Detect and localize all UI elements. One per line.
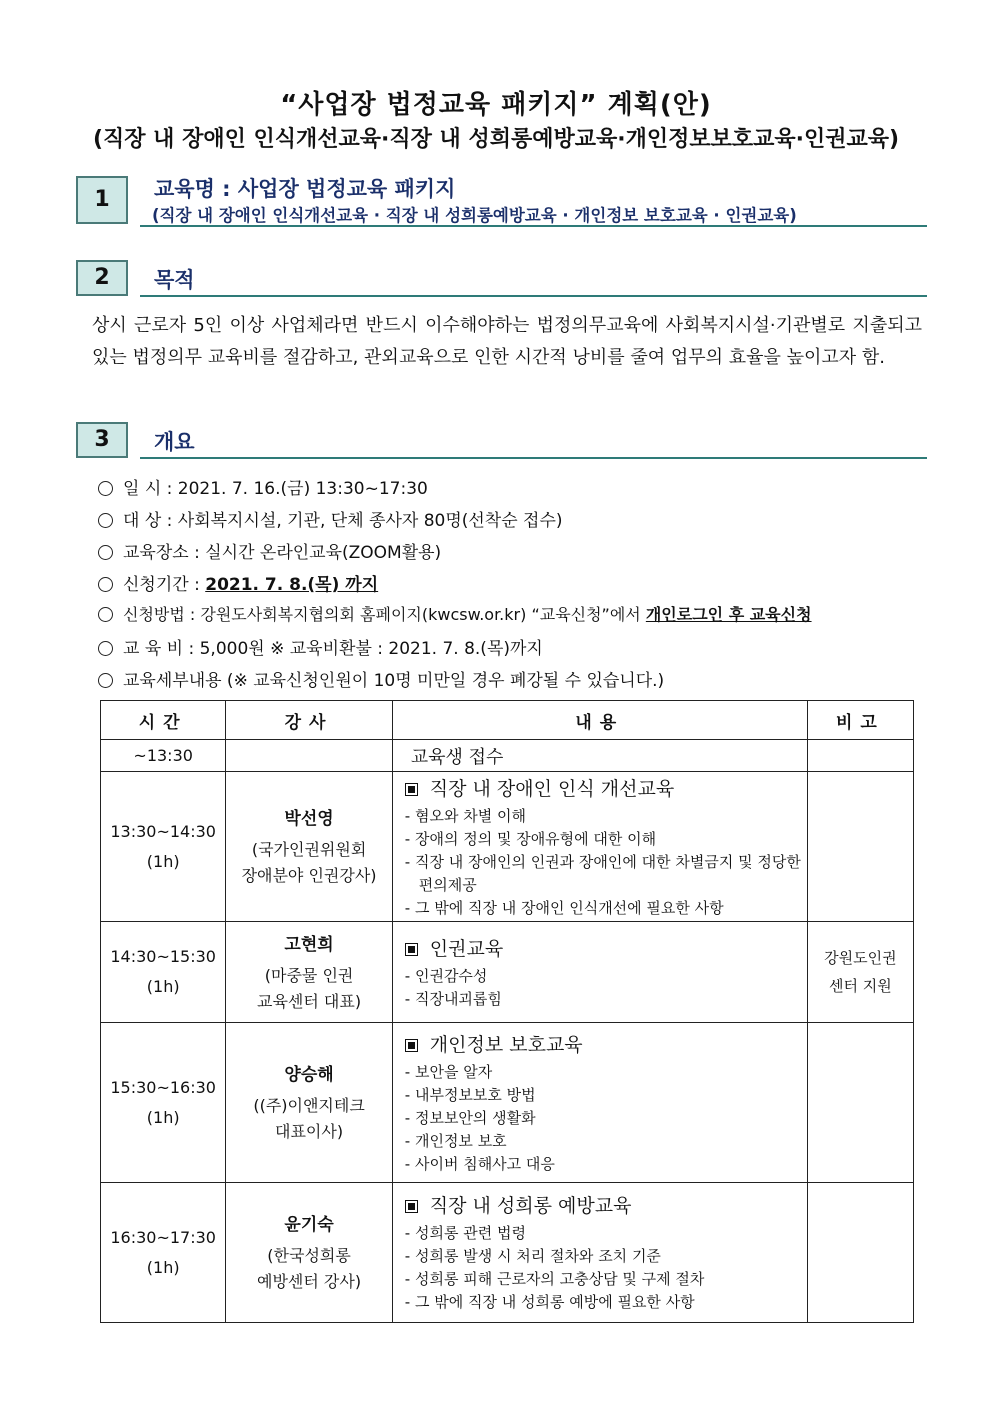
overview-target: 대 상 : 사회복지시설, 기관, 단체 종사자 80명(선착순 접수): [98, 506, 563, 531]
overview-place: 교육장소 : 실시간 온라인교육(ZOOM활용): [98, 538, 441, 563]
row-time: 16:30~17:30: [110, 1227, 216, 1247]
section3-divider: [140, 457, 927, 459]
list-item: - 직장 내 장애인의 인권과 장애인에 대한 차별금지 및 정당한 편의제공: [404, 852, 801, 894]
content-items: [405, 965, 807, 1011]
list-item: - 사이버 침해사고 대응: [404, 1154, 555, 1173]
overview-date: 일 시 : 2021. 7. 16.(금) 13:30~17:30: [98, 474, 428, 499]
instructor-org: (국가인권위원회: [251, 840, 367, 859]
section-number-3: 3: [76, 422, 128, 458]
filled-square-icon: [405, 943, 418, 956]
table-header-row: [101, 701, 914, 740]
list-item: - 성희롱 피해 근로자의 고충상담 및 구제 절차: [404, 1270, 705, 1288]
header-note: 비고: [807, 701, 913, 740]
section3-title: 개요: [154, 430, 195, 454]
row-duration: (1h): [146, 1107, 180, 1127]
table-row: [101, 1023, 914, 1183]
section1-subtitle: (직장 내 장애인 인식개선교육 · 직장 내 성희롱예방교육 · 개인정보 보호교육 · 인권교육): [152, 206, 797, 225]
method-highlight: 개인로그인 후 교육신청: [645, 605, 812, 624]
row-duration: (1h): [146, 1257, 180, 1277]
list-item: - 혐오와 차별 이해: [404, 806, 526, 825]
instructor-name: 박선영: [284, 809, 334, 829]
content-title: 인권교육: [405, 934, 807, 961]
instructor-name: 고현희: [284, 934, 334, 955]
row-time: 13:30~14:30: [110, 821, 216, 841]
list-item: - 그 밖에 직장 내 장애인 인식개선에 필요한 사항: [404, 898, 724, 917]
filled-square-icon: [405, 1039, 418, 1052]
header-instructor: 강사: [226, 701, 392, 740]
instructor-role: 대표이사): [275, 1122, 344, 1141]
instructor-name: 양승해: [284, 1065, 334, 1085]
document-title: “사업장 법정교육 패키지” 계획(안): [280, 90, 712, 120]
circle-bullet-icon: [98, 545, 113, 560]
section1-divider: [140, 225, 927, 227]
circle-bullet-icon: [98, 673, 113, 688]
list-item: - 그 밖에 직장 내 성희롱 예방에 필요한 사항: [404, 1293, 695, 1311]
list-item: - 직장내괴롭힘: [404, 989, 502, 1008]
circle-bullet-icon: [98, 481, 113, 496]
instructor-name: 윤기숙: [284, 1215, 334, 1235]
list-item: - 성희롱 발생 시 처리 절차와 조치 기준: [404, 1247, 661, 1265]
document-subtitle: (직장 내 장애인 인식개선교육·직장 내 성희롱예방교육·개인정보보호교육·인권교육): [92, 127, 900, 152]
section2-title: 목적: [154, 268, 195, 292]
list-item: - 정보보안의 생활화: [404, 1108, 536, 1127]
table-row: [101, 772, 914, 922]
row-duration: (1h): [146, 977, 180, 996]
purpose-text: 상시 근로자 5인 이상 사업체라면 반드시 이수해야하는 법정의무교육에 사회복지시설·기관별로 지출되고 있는 법정의무 교육비를 절감하고, 관외교육으로 인한 시간적 낭비를 줄여 업무의 효율을 높이고자 함.: [92, 315, 922, 368]
list-item: - 성희롱 관련 법령: [404, 1224, 526, 1242]
reception-content: 교육생 접수: [392, 740, 807, 772]
content-title: 직장 내 성희롱 예방교육: [405, 1191, 807, 1218]
list-item: - 내부정보보호 방법: [404, 1085, 536, 1104]
header-time: 시간: [101, 701, 226, 740]
section-number-1: 1: [76, 176, 128, 224]
filled-square-icon: [405, 783, 418, 796]
row-time: 14:30~15:30: [110, 947, 216, 966]
table-row: [101, 922, 914, 1023]
section2-divider: [140, 295, 927, 297]
circle-bullet-icon: [98, 513, 113, 528]
content-items: [405, 1061, 807, 1176]
instructor-role: 예방센터 강사): [257, 1272, 362, 1291]
row-time: 15:30~16:30: [110, 1077, 216, 1097]
table-row: [101, 740, 914, 772]
content-items: [405, 1222, 807, 1314]
note-text: 센터 지원: [829, 977, 892, 995]
instructor-role: 장애분야 인권강사): [241, 866, 377, 885]
circle-bullet-icon: [98, 577, 113, 592]
instructor-org: (한국성희롱: [267, 1246, 351, 1265]
overview-period: 신청기간 : 2021. 7. 8.(목) 까지: [98, 570, 378, 595]
note-text: 강원도인권: [824, 949, 897, 967]
filled-square-icon: [405, 1200, 418, 1213]
instructor-role: 교육센터 대표): [257, 991, 362, 1011]
list-item: - 보안을 알자: [404, 1062, 493, 1081]
row-duration: (1h): [146, 851, 180, 871]
period-deadline: 2021. 7. 8.(목) 까지: [205, 575, 379, 595]
list-item: - 인권감수성: [404, 966, 488, 985]
content-title: 개인정보 보호교육: [405, 1030, 807, 1057]
instructor-org: ((주)이앤지테크: [253, 1096, 365, 1115]
header-content: 내용: [392, 701, 807, 740]
list-item: - 장애의 정의 및 장애유형에 대한 이해: [404, 829, 657, 848]
instructor-org: (마중물 인권: [264, 965, 354, 985]
content-items: [405, 805, 807, 920]
circle-bullet-icon: [98, 641, 113, 656]
content-title: 직장 내 장애인 인식 개선교육: [405, 774, 807, 801]
reception-time: ~13:30: [101, 740, 226, 772]
schedule-table: [100, 700, 914, 1323]
list-item: - 개인정보 보호: [404, 1131, 507, 1150]
overview-fee: 교 육 비 : 5,000원 ※ 교육비환불 : 2021. 7. 8.(목)까지: [98, 634, 543, 659]
section-number-2: 2: [76, 260, 128, 296]
overview-detail: 교육세부내용 (※ 교육신청인원이 10명 미만일 경우 폐강될 수 있습니다.): [98, 666, 664, 691]
section1-title: 교육명 : 사업장 법정교육 패키지: [154, 177, 456, 201]
circle-bullet-icon: [98, 607, 113, 622]
table-row: [101, 1183, 914, 1323]
overview-method: 신청방법 : 강원도사회복지협의회 홈페이지(kwcsw.or.kr) “교육신청”에서 개인로그인 후 교육신청: [98, 602, 812, 625]
